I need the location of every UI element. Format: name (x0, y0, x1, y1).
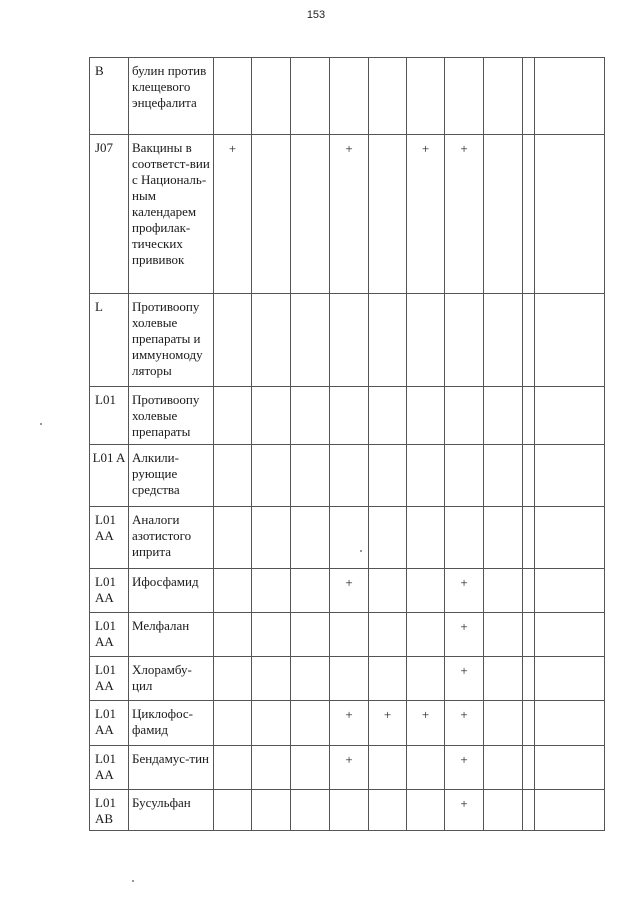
atc-code-cell: L01 AA (90, 746, 129, 790)
mark-cell (214, 445, 252, 507)
mark-cell (523, 613, 535, 657)
mark-cell (330, 58, 369, 135)
mark-cell (291, 294, 330, 387)
mark-cell (330, 507, 369, 569)
mark-cell (535, 445, 605, 507)
mark-cell (291, 746, 330, 790)
mark-cell (252, 613, 291, 657)
mark-cell (252, 507, 291, 569)
mark-cell (252, 657, 291, 701)
drug-name-cell: булин против клещевого энцефалита (129, 58, 214, 135)
atc-code-cell: L01 A (90, 445, 129, 507)
mark-cell: + (330, 701, 369, 746)
mark-cell (407, 790, 445, 831)
drug-name-cell: Ифосфамид (129, 569, 214, 613)
mark-cell: + (445, 701, 484, 746)
mark-cell (252, 701, 291, 746)
mark-cell (407, 294, 445, 387)
mark-cell (369, 445, 407, 507)
mark-cell (330, 445, 369, 507)
mark-cell (291, 507, 330, 569)
mark-cell (535, 790, 605, 831)
scan-speck (132, 880, 134, 882)
drug-name-cell: Бусульфан (129, 790, 214, 831)
mark-cell (523, 746, 535, 790)
mark-cell (214, 294, 252, 387)
mark-cell (484, 569, 523, 613)
table-row (90, 294, 605, 387)
mark-cell (535, 58, 605, 135)
mark-cell (484, 613, 523, 657)
mark-cell (484, 294, 523, 387)
mark-cell: + (330, 135, 369, 294)
mark-cell (214, 507, 252, 569)
drug-name-cell: Бендамус-тин (129, 746, 214, 790)
mark-cell (252, 294, 291, 387)
mark-cell (484, 790, 523, 831)
mark-cell (535, 746, 605, 790)
mark-cell: + (445, 135, 484, 294)
drug-name-cell: Циклофос-фамид (129, 701, 214, 746)
mark-cell (330, 613, 369, 657)
mark-cell (484, 746, 523, 790)
mark-cell (484, 58, 523, 135)
drug-name-cell: Алкили-рующие средства (129, 445, 214, 507)
mark-cell (407, 613, 445, 657)
drug-name-cell: Хлорамбу-цил (129, 657, 214, 701)
mark-cell (445, 294, 484, 387)
mark-cell: + (445, 613, 484, 657)
mark-cell (445, 58, 484, 135)
drug-classification-table (89, 57, 605, 831)
mark-cell (523, 790, 535, 831)
mark-cell (291, 701, 330, 746)
mark-cell (291, 569, 330, 613)
table-row (90, 701, 605, 746)
mark-cell: + (407, 701, 445, 746)
mark-cell (445, 445, 484, 507)
mark-cell (252, 387, 291, 445)
mark-cell (214, 613, 252, 657)
atc-code-cell: L (90, 294, 129, 387)
drug-name-cell: Противоопу холевые препараты (129, 387, 214, 445)
mark-cell (291, 58, 330, 135)
mark-cell (523, 569, 535, 613)
mark-cell (330, 387, 369, 445)
mark-cell (523, 445, 535, 507)
mark-cell (214, 746, 252, 790)
mark-cell (214, 569, 252, 613)
mark-cell: + (214, 135, 252, 294)
mark-cell (484, 507, 523, 569)
table-row (90, 790, 605, 831)
mark-cell (369, 387, 407, 445)
mark-cell: + (369, 701, 407, 746)
atc-code-cell: L01 AA (90, 701, 129, 746)
scan-speck (40, 423, 42, 425)
mark-cell (535, 657, 605, 701)
mark-cell (252, 746, 291, 790)
mark-cell (369, 135, 407, 294)
mark-cell (523, 135, 535, 294)
mark-cell (369, 657, 407, 701)
mark-cell (369, 790, 407, 831)
mark-cell (523, 58, 535, 135)
table-row (90, 569, 605, 613)
atc-code-cell: L01 AB (90, 790, 129, 831)
mark-cell (291, 613, 330, 657)
mark-cell: + (330, 569, 369, 613)
table-row (90, 507, 605, 569)
mark-cell (535, 569, 605, 613)
mark-cell (291, 135, 330, 294)
mark-cell (407, 445, 445, 507)
mark-cell (214, 790, 252, 831)
mark-cell: + (445, 790, 484, 831)
table-body (90, 58, 605, 831)
mark-cell (214, 701, 252, 746)
mark-cell: + (445, 569, 484, 613)
atc-code-cell: L01 AA (90, 657, 129, 701)
table-row (90, 657, 605, 701)
mark-cell (369, 746, 407, 790)
mark-cell (535, 135, 605, 294)
atc-code-cell: L01 AA (90, 507, 129, 569)
mark-cell (369, 294, 407, 387)
mark-cell (484, 701, 523, 746)
mark-cell (252, 58, 291, 135)
mark-cell (252, 135, 291, 294)
mark-cell (407, 387, 445, 445)
mark-cell (330, 294, 369, 387)
mark-cell: + (445, 657, 484, 701)
mark-cell (523, 294, 535, 387)
mark-cell (252, 569, 291, 613)
drug-name-cell: Мелфалан (129, 613, 214, 657)
mark-cell (535, 387, 605, 445)
mark-cell (369, 569, 407, 613)
drug-name-cell: Вакцины в соответст-вии с Националь-ным календарем профилак-тических прививок (129, 135, 214, 294)
mark-cell (407, 58, 445, 135)
drug-name-cell: Противоопу холевые препараты и иммуномоду ляторы (129, 294, 214, 387)
atc-code-cell: L01 AA (90, 569, 129, 613)
atc-code-cell: L01 (90, 387, 129, 445)
drug-name-cell: Аналоги азотистого иприта (129, 507, 214, 569)
page-number: 153 (306, 9, 326, 21)
mark-cell (214, 387, 252, 445)
mark-cell (407, 746, 445, 790)
mark-cell (291, 790, 330, 831)
mark-cell (484, 445, 523, 507)
mark-cell (330, 657, 369, 701)
mark-cell (523, 657, 535, 701)
mark-cell (214, 657, 252, 701)
mark-cell (445, 507, 484, 569)
mark-cell (369, 613, 407, 657)
atc-code-cell: B (90, 58, 129, 135)
mark-cell (291, 387, 330, 445)
mark-cell (484, 135, 523, 294)
table-row (90, 135, 605, 294)
mark-cell: + (445, 746, 484, 790)
mark-cell (407, 569, 445, 613)
table-row (90, 58, 605, 135)
mark-cell (523, 507, 535, 569)
mark-cell (523, 387, 535, 445)
mark-cell (407, 507, 445, 569)
mark-cell (252, 790, 291, 831)
atc-code-cell: J07 (90, 135, 129, 294)
mark-cell (330, 790, 369, 831)
table-row (90, 746, 605, 790)
mark-cell (535, 613, 605, 657)
mark-cell: + (330, 746, 369, 790)
mark-cell (407, 657, 445, 701)
mark-cell (484, 387, 523, 445)
mark-cell (291, 657, 330, 701)
mark-cell (369, 58, 407, 135)
table-row (90, 445, 605, 507)
mark-cell (369, 507, 407, 569)
table-row (90, 613, 605, 657)
mark-cell (445, 387, 484, 445)
mark-cell (291, 445, 330, 507)
mark-cell (484, 657, 523, 701)
atc-code-cell: L01 AA (90, 613, 129, 657)
mark-cell (535, 701, 605, 746)
scan-speck (360, 550, 362, 552)
mark-cell (535, 507, 605, 569)
mark-cell (214, 58, 252, 135)
table-row (90, 387, 605, 445)
mark-cell: + (407, 135, 445, 294)
mark-cell (535, 294, 605, 387)
mark-cell (252, 445, 291, 507)
mark-cell (523, 701, 535, 746)
